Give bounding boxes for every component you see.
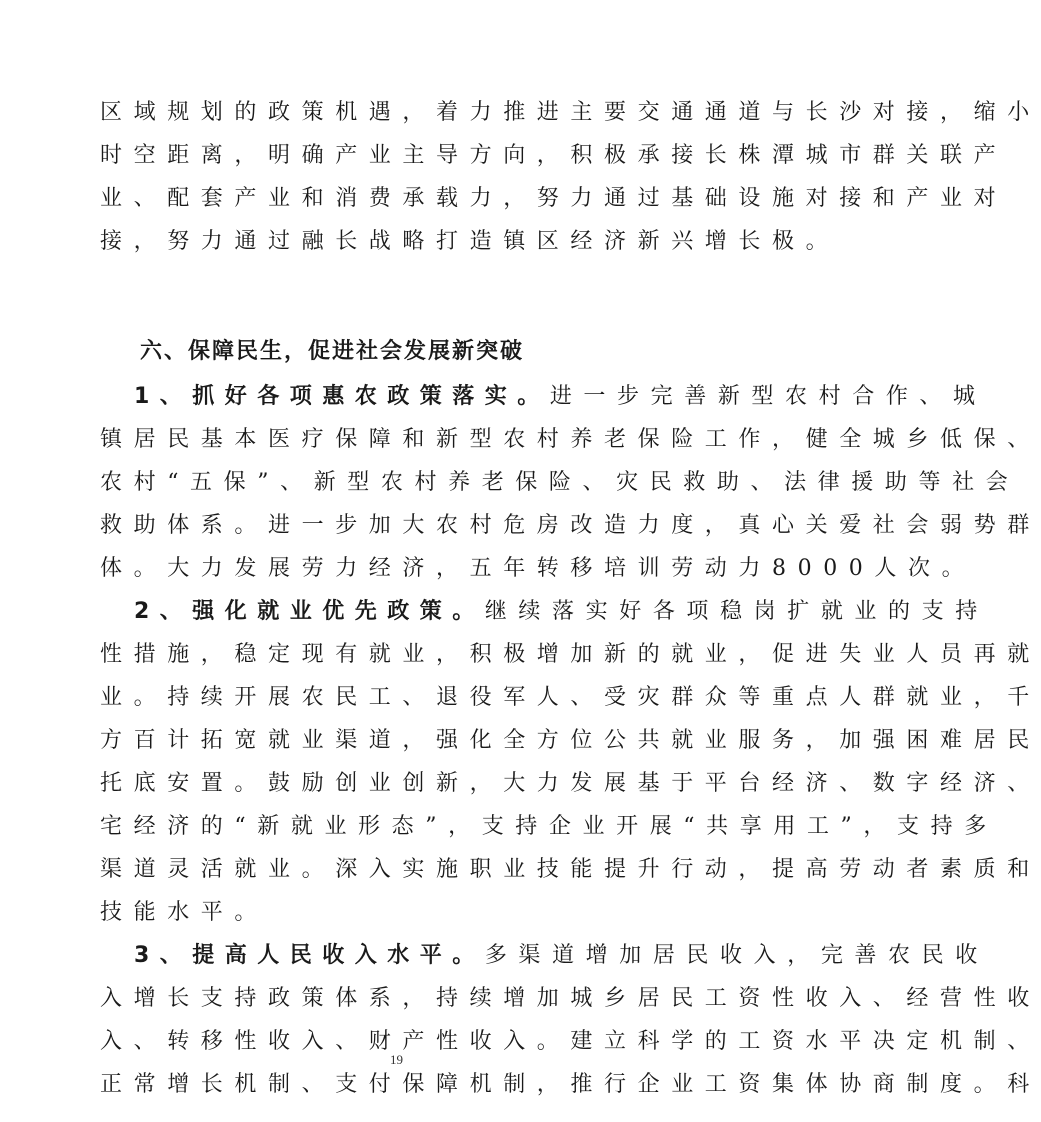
- item-3-first-line: [134, 943, 989, 969]
- item-1-text: 进一步完善新型农村合作、城: [549, 384, 987, 409]
- item-3-line: 正常增长机制、支付保障机制，推行企业工资集体协商制度。科: [100, 1072, 1041, 1097]
- section-heading: 六、保障民生，促进社会发展新突破: [140, 339, 525, 364]
- item-3-line: 入增长支持政策体系，持续增加城乡居民工资性收入、经营性收: [100, 986, 1041, 1011]
- item-3-line: 入、转移性收入、财产性收入。建立科学的工资水平决定机制、: [100, 1029, 1041, 1054]
- item-3-text: 多渠道增加居民收入，完善农民收: [484, 943, 989, 968]
- item-1-line: 农村“五保”、新型农村养老保险、灾民救助、法律援助等社会: [100, 470, 1020, 495]
- page-number: 19: [390, 1052, 403, 1067]
- item-2-line: 渠道灵活就业。深入实施职业技能提升行动，提高劳动者素质和: [100, 857, 1041, 882]
- intro-line: 时空距离，明确产业主导方向，积极承接长株潭城市群关联产: [100, 143, 1008, 168]
- item-2-line: 方百计拓宽就业渠道，强化全方位公共就业服务，加强困难居民: [100, 728, 1041, 753]
- item-2-line: 宅经济的“新就业形态”，支持企业开展“共享用工”，支持多: [100, 814, 998, 839]
- intro-line: 业、配套产业和消费承载力，努力通过基础设施对接和产业对: [100, 186, 1008, 211]
- item-2-line: 托底安置。鼓励创业创新，大力发展基于平台经济、数字经济、: [100, 771, 1041, 796]
- item-1-title: 1、抓好各项惠农政策落实。: [134, 384, 550, 409]
- intro-line: 区域规划的政策机遇，着力推进主要交通通道与长沙对接，缩小: [100, 100, 1041, 125]
- intro-line: 接，努力通过融长战略打造镇区经济新兴增长极。: [100, 229, 840, 254]
- item-1-line: 体。大力发展劳力经济，五年转移培训劳动力8000人次。: [100, 556, 976, 581]
- item-1-line: 镇居民基本医疗保障和新型农村养老保险工作，健全城乡低保、: [100, 427, 1041, 452]
- item-2-line: 性措施，稳定现有就业，积极增加新的就业，促进失业人员再就: [100, 642, 1041, 667]
- item-2-title: 2、强化就业优先政策。: [134, 599, 485, 624]
- item-3-title: 3、提高人民收入水平。: [134, 943, 485, 968]
- item-1-first-line: [134, 384, 987, 410]
- item-2-text: 继续落实好各项稳岗扩就业的支持: [484, 599, 989, 624]
- item-2-line: 业。持续开展农民工、退役军人、受灾群众等重点人群就业，千: [100, 685, 1041, 710]
- item-2-first-line: [134, 599, 989, 625]
- item-1-line: 救助体系。进一步加大农村危房改造力度，真心关爱社会弱势群: [100, 513, 1041, 538]
- item-2-line: 技能水平。: [100, 900, 269, 925]
